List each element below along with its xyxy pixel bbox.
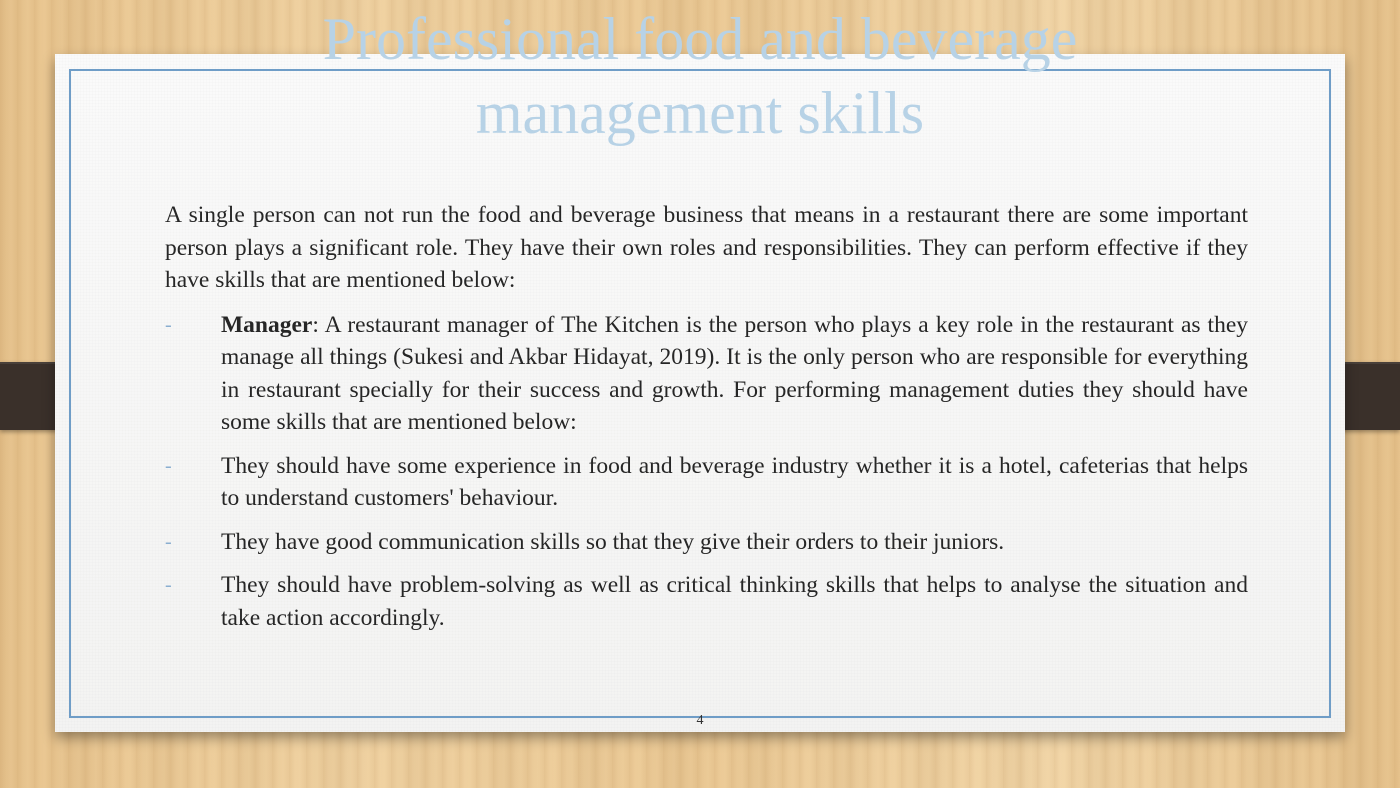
bullet-dash: - [165,313,172,336]
bullet-dash: - [165,530,172,553]
page-number: 4 [696,713,704,728]
slide-body [165,199,1248,645]
bullet-text: They have good communication skills so that they give their orders to their juniors. [221,528,1005,555]
bullet-item [165,526,1248,559]
bullet-text: They should have problem-solving as well as critical thinking skills that helps to analyse the situation and take action accordingly. [221,572,1248,631]
intro-paragraph: A single person can not run the food and beverage business that means in a restaurant there are some important person plays a significant role. They have their own roles and responsibilities. They can perform effective if they have skills that are mentioned below: [165,202,1248,293]
bullet-list [165,309,1248,635]
bullet-item [165,309,1248,439]
bullet-dash: - [165,454,172,477]
slide-title [0,0,1400,150]
bullet-item [165,450,1248,515]
bullet-text: They should have some experience in food and beverage industry whether it is a hotel, cafeterias that helps to understand customers' behaviour. [221,452,1248,511]
bullet-item [165,569,1248,634]
bullet-dash: - [165,574,172,596]
bullet-text: : A restaurant manager of The Kitchen is the person who plays a key role in the restaurant as they manage all things (Sukesi and Akbar Hidayat, 2019). It is the only person who are responsible for everything in restaurant specially for their success and growth. For performing management duties they should have some skills that are mentioned below: [221,311,1248,435]
slide-title-line-2: management skills [475,80,925,146]
slide-title-line-1: Professional food and beverage [322,6,1078,72]
bullet-bold-label: Manager [221,311,313,338]
